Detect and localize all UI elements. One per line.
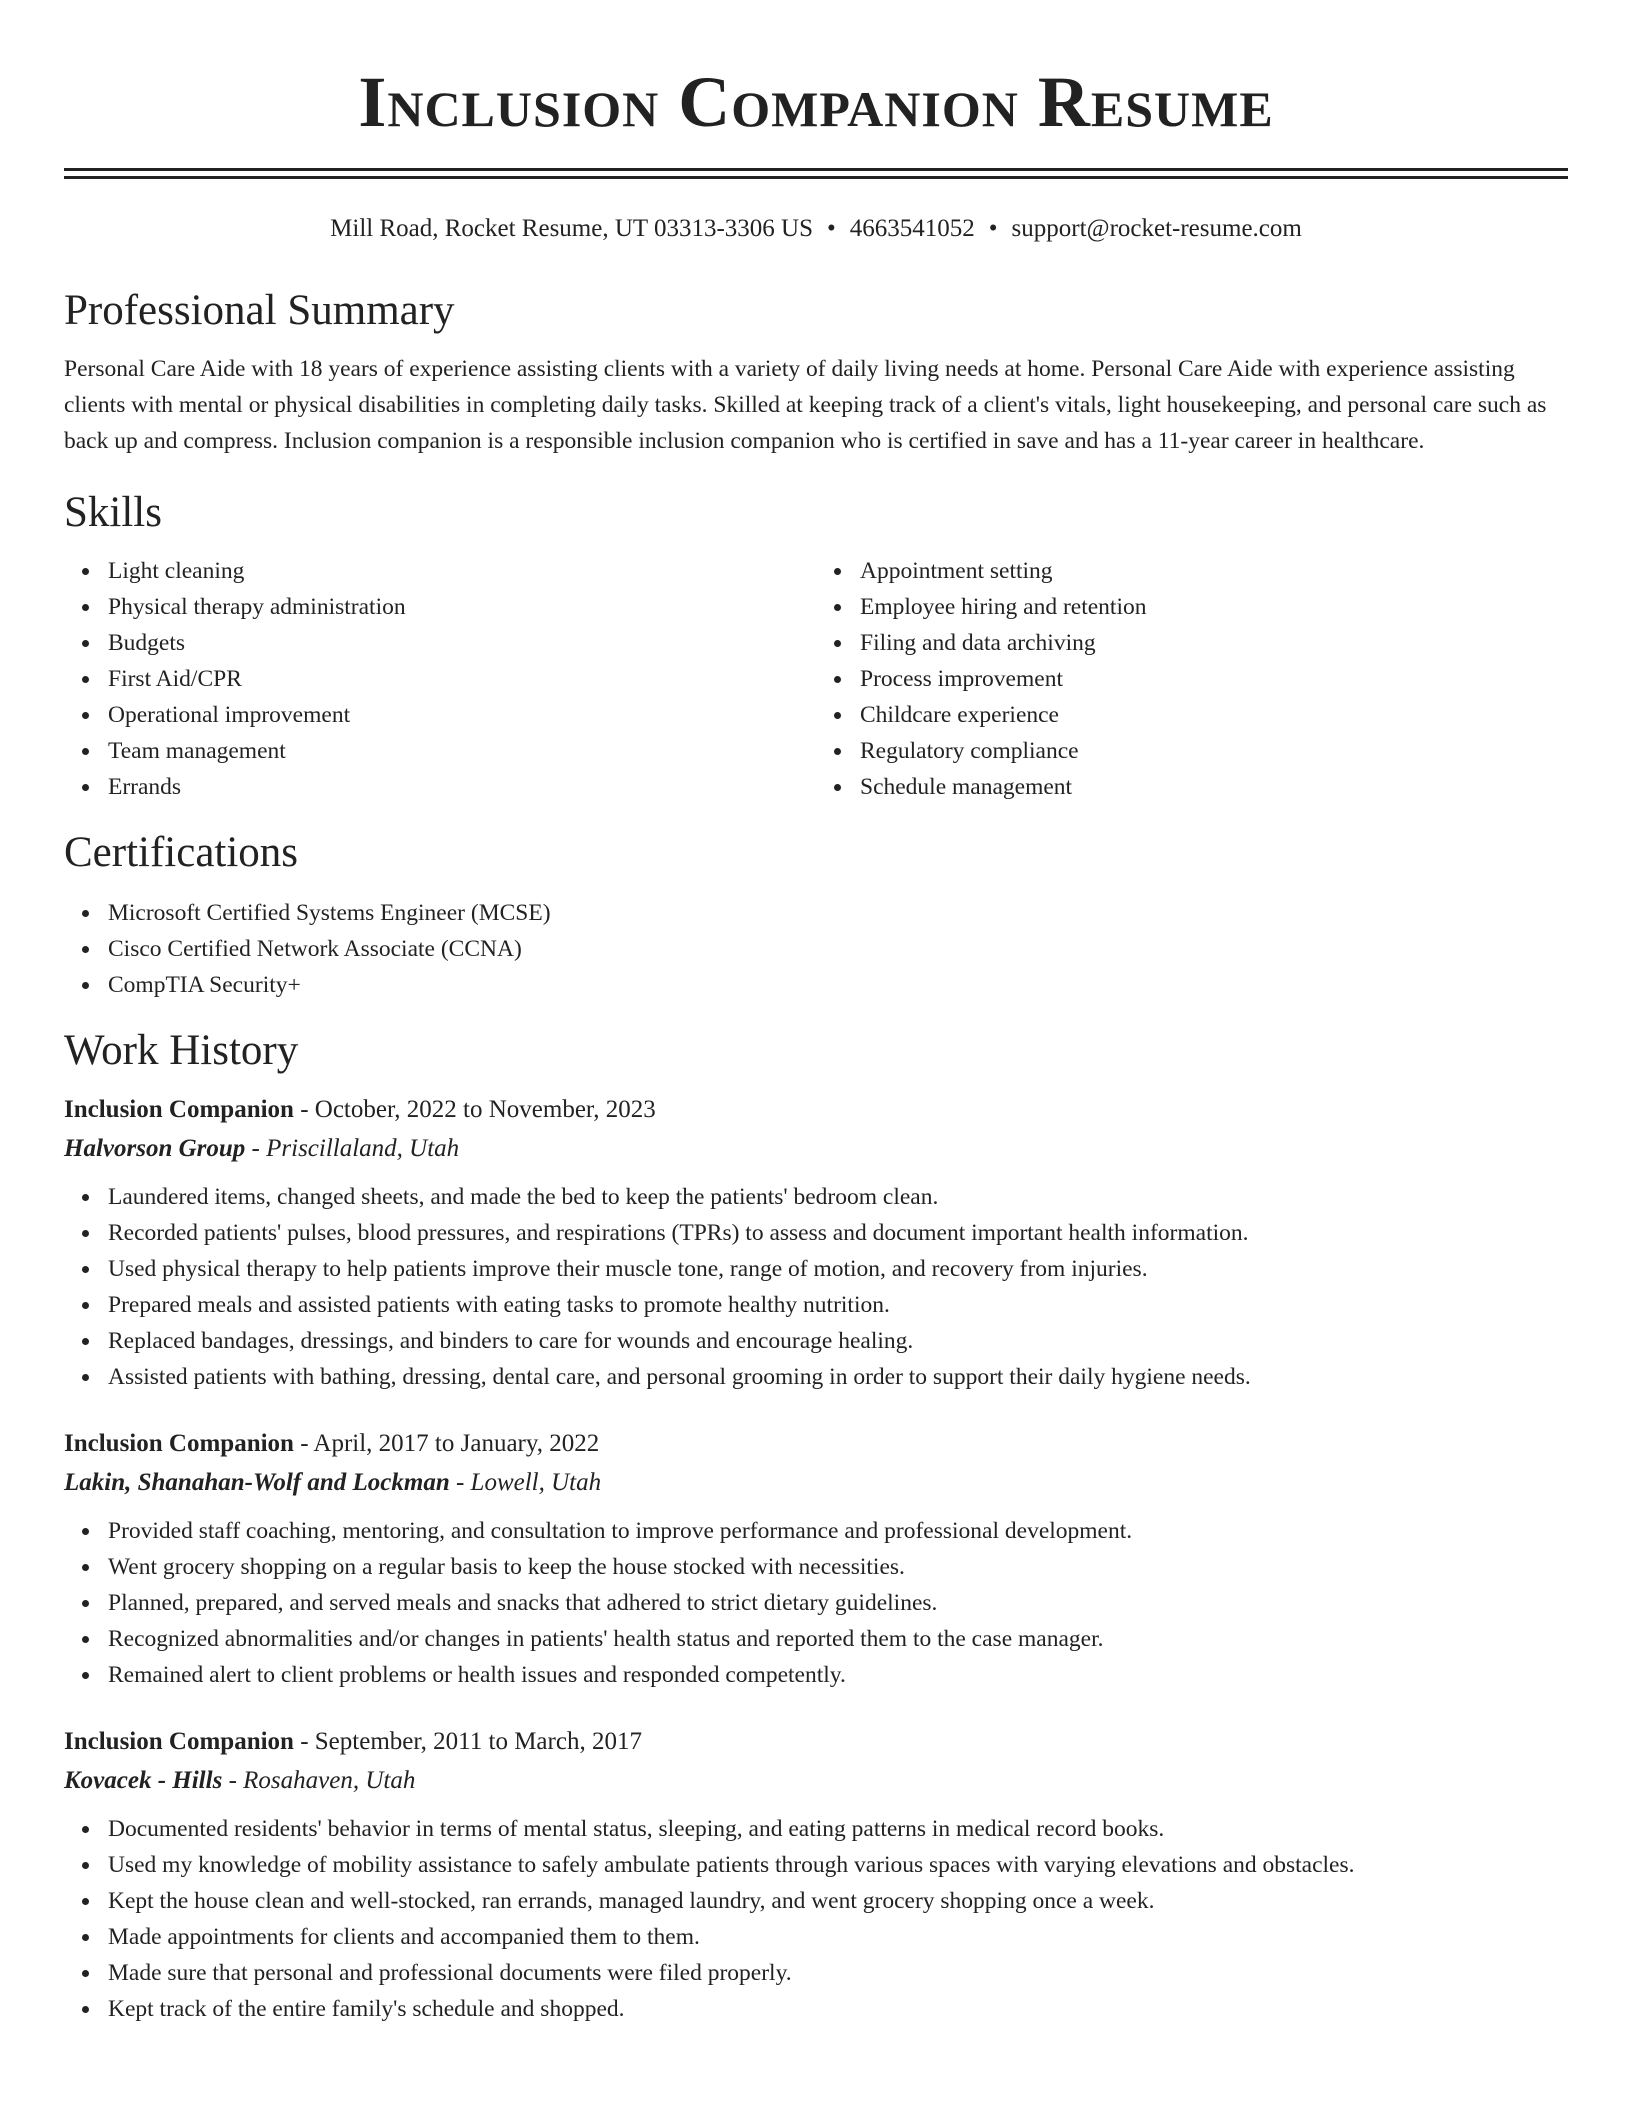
skill-item: Process improvement [860,661,1568,697]
contact-address: Mill Road, Rocket Resume, UT 03313-3306 US [330,215,814,242]
job-duty: Planned, prepared, and served meals and snacks that adhered to strict dietary guidelines. [108,1585,1568,1621]
company-location: - Lowell, Utah [449,1469,602,1496]
company-name: Kovacek - Hills [64,1767,223,1794]
resume-title: Inclusion Companion Resume [358,62,1274,142]
job-duty: Prepared meals and assisted patients with eating tasks to promote healthy nutrition. [108,1287,1568,1323]
job-duty: Recorded patients' pulses, blood pressures, and respirations (TPRs) to assess and document important health information. [108,1215,1568,1251]
contact-phone: 4663541052 [849,215,975,242]
skill-item: First Aid/CPR [108,661,816,697]
skills-list-left [64,553,816,805]
certification-item: Microsoft Certified Systems Engineer (MCSE) [108,895,1568,931]
skill-item: Budgets [108,625,816,661]
job-duty: Recognized abnormalities and/or changes in patients' health status and reported them to the case manager. [108,1621,1568,1657]
job-title: Inclusion Companion [64,1430,294,1457]
skill-item: Filing and data archiving [860,625,1568,661]
job-duty: Provided staff coaching, mentoring, and consultation to improve performance and professional development. [108,1513,1568,1549]
company-location: - Priscillaland, Utah [245,1135,460,1162]
summary-heading: Professional Summary [64,287,455,334]
job-duty: Made sure that personal and professional documents were filed properly. [108,1955,1568,1991]
contact-line [64,213,1568,245]
job-duty: Kept the house clean and well-stocked, ran errands, managed laundry, and went grocery shopping once a week. [108,1883,1568,1919]
skills-columns [64,553,1568,805]
company-location: - Rosahaven, Utah [222,1767,416,1794]
certifications-list [64,895,1568,1003]
skill-item: Light cleaning [108,553,816,589]
job-duty: Assisted patients with bathing, dressing, dental care, and personal grooming in order to support their daily hygiene needs. [108,1359,1568,1395]
job-duty: Made appointments for clients and accompanied them to them. [108,1919,1568,1955]
contact-separator: • [827,215,836,242]
skill-item: Schedule management [860,769,1568,805]
contact-separator: • [988,215,998,242]
job-duty: Replaced bandages, dressings, and binders to care for wounds and encourage healing. [108,1323,1568,1359]
job-entry [64,1425,1568,1693]
certifications-heading: Certifications [64,829,299,876]
job-title-line [64,1723,1568,1761]
contact-email: support@rocket-resume.com [1011,215,1302,242]
skill-item: Childcare experience [860,697,1568,733]
skill-item: Errands [108,769,816,805]
company-name: Halvorson Group [64,1135,246,1162]
skill-item: Team management [108,733,816,769]
job-duties-list [64,1811,1568,2027]
job-duty: Went grocery shopping on a regular basis to keep the house stocked with necessities. [108,1549,1568,1585]
skills-heading: Skills [64,489,162,536]
work-history-heading: Work History [64,1027,299,1074]
job-entry [64,1091,1568,1395]
job-duty: Remained alert to client problems or health issues and responded competently. [108,1657,1568,1693]
skill-item: Operational improvement [108,697,816,733]
certification-item: Cisco Certified Network Associate (CCNA) [108,931,1568,967]
job-duties-list [64,1513,1568,1693]
title-double-rule [64,168,1568,179]
job-entry [64,1723,1568,2027]
company-name: Lakin, Shanahan-Wolf and Lockman [64,1469,450,1496]
job-duty: Laundered items, changed sheets, and made the bed to keep the patients' bedroom clean. [108,1179,1568,1215]
job-duty: Used physical therapy to help patients improve their muscle tone, range of motion, and recovery from injuries. [108,1251,1568,1287]
skill-item: Physical therapy administration [108,589,816,625]
summary-text: Personal Care Aide with 18 years of experience assisting clients with a variety of daily living needs at home. Personal Care Aide with experience assisting clients with mental or physical disabilities in completing daily tasks. Skilled at keeping track of a client's vitals, light housekeeping, and personal care such as back up and compress. Inclusion companion is a responsible inclusion companion who is certified in save and has a 11-year career in healthcare. [64,356,1547,454]
job-dates: - October, 2022 to November, 2023 [293,1096,656,1123]
company-line [64,1463,1568,1503]
job-title: Inclusion Companion [64,1096,294,1123]
job-duty: Kept track of the entire family's schedule and shopped. [108,1991,1568,2027]
job-dates: - April, 2017 to January, 2022 [293,1430,600,1457]
company-line [64,1129,1568,1169]
job-duty: Used my knowledge of mobility assistance to safely ambulate patients through various spaces with varying elevations and obstacles. [108,1847,1568,1883]
job-dates: - September, 2011 to March, 2017 [293,1728,642,1755]
certification-item: CompTIA Security+ [108,967,1568,1003]
company-line [64,1761,1568,1801]
skill-item: Regulatory compliance [860,733,1568,769]
job-title-line [64,1425,1568,1463]
job-duties-list [64,1179,1568,1395]
job-title-line [64,1091,1568,1129]
skill-item: Employee hiring and retention [860,589,1568,625]
job-title: Inclusion Companion [64,1728,294,1755]
skills-list-right [816,553,1568,805]
skill-item: Appointment setting [860,553,1568,589]
job-duty: Documented residents' behavior in terms of mental status, sleeping, and eating patterns in medical record books. [108,1811,1568,1847]
